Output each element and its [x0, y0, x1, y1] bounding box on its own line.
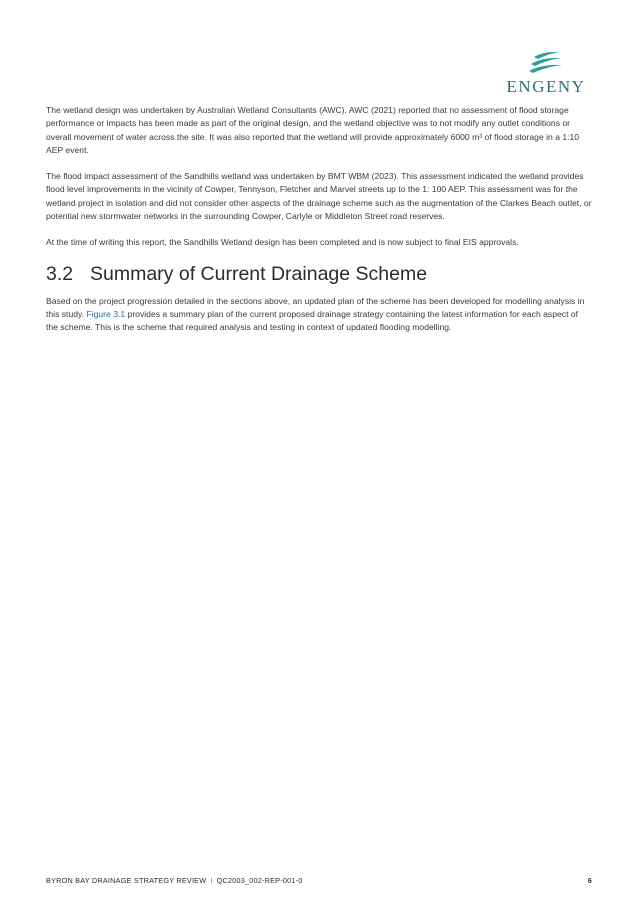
figure-link[interactable]: Figure 3.1	[86, 308, 126, 319]
section-heading	[46, 263, 592, 286]
section-title: Summary of Current Drainage Scheme	[90, 262, 428, 285]
footer-separator: I	[210, 876, 213, 885]
paragraph-status: At the time of writing this report, the Sandhills Wetland design has been completed and is now subject to final EIS approvals.	[46, 237, 519, 248]
page-number: 6	[587, 876, 592, 885]
footer-doc-info	[46, 876, 303, 885]
page-footer	[46, 876, 592, 885]
paragraph-flood-impact: The flood impact assessment of the Sandhills wetland was undertaken by BMT WBM (2023). This assessment indicated the wetland provides flood level improvements in the vicinity of Cowper, Tennyson, Fletcher and Marvel streets up to the 1: 100 AEP. This assessment was for the wetland project in isolation and did not consider other aspects of the drainage scheme such as the augmentation of the Clarkes Beach outlet, or potential new stormwater networks in the surrounding Cowper, Carlyle or Middleton Street road reserves.	[46, 171, 592, 222]
paragraph-summary	[46, 295, 592, 335]
logo-wordmark: ENGENY	[506, 77, 586, 96]
footer-doc-title: BYRON BAY DRAINAGE STRATEGY REVIEW	[46, 876, 207, 885]
wave-icon	[528, 50, 564, 76]
footer-doc-code: QC2003_002-REP-001-0	[216, 876, 303, 885]
page-content	[46, 104, 592, 348]
summary-text-start: Based on the project progression detailed in the sections above, an updated plan of the scheme has been developed for modelling analysis in this study.	[46, 295, 585, 319]
paragraph-wetland-design: The wetland design was undertaken by Australian Wetland Consultants (AWC). AWC (2021) reported that no assessment of flood storage performance or impacts has been made as part of the original design, and the wetland objective was to not modify any outlet conditions or overall movement of water across the site. It was also reported that the wetland will provide approximately 6000 m³ of flood storage in a 1:10 AEP event.	[46, 105, 580, 155]
summary-text-end: provides a summary plan of the current proposed drainage strategy containing the latest information for each aspect of the scheme. This is the scheme that required analysis and testing in context of updated flooding modelling.	[46, 308, 579, 333]
engeny-logo	[503, 50, 589, 97]
section-number: 3.2	[46, 262, 74, 285]
